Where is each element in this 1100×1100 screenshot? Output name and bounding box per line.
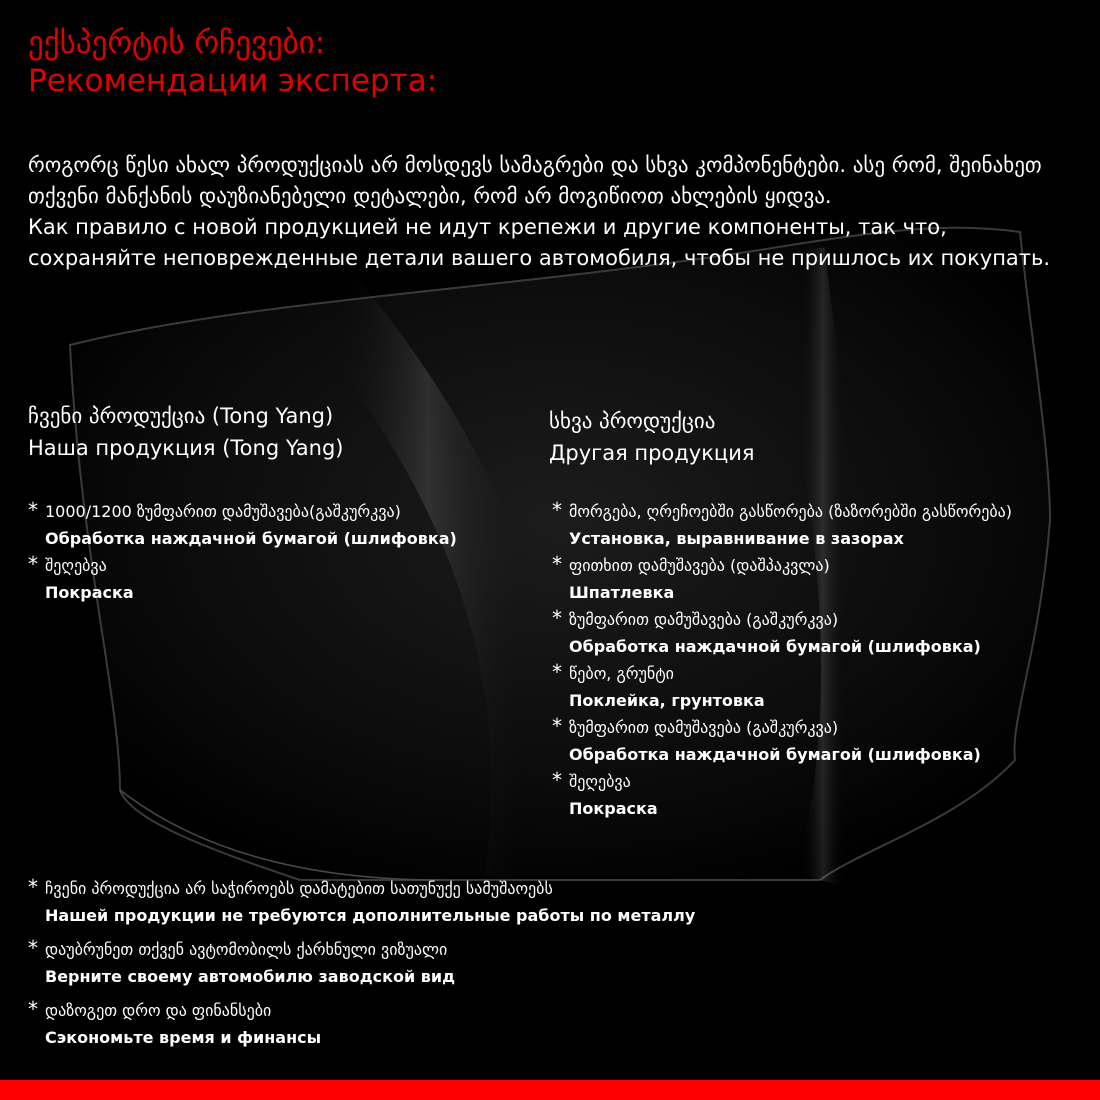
list-item xyxy=(28,997,695,1051)
other-heading-russian: Другая продукция xyxy=(549,441,755,465)
list-item xyxy=(552,498,1012,552)
bullet-star: * xyxy=(552,498,562,522)
benefits-list xyxy=(28,875,695,1058)
item-russian: Обработка наждачной бумагой (шлифовка) xyxy=(45,529,457,548)
red-footer-bar xyxy=(0,1080,1100,1100)
item-russian: Установка, выравнивание в зазорах xyxy=(569,529,904,548)
title-russian: Рекомендации эксперта: xyxy=(28,63,438,99)
other-product-list xyxy=(552,498,1012,822)
other-heading-georgian: სხვა პროდუქცია xyxy=(549,409,716,433)
bullet-star: * xyxy=(552,606,562,630)
bullet-star: * xyxy=(552,552,562,576)
title-georgian: ექსპერტის რჩევები: xyxy=(28,25,326,61)
bullet-star: * xyxy=(28,552,38,576)
item-russian: Поклейка, грунтовка xyxy=(569,691,765,710)
bullet-star: * xyxy=(28,936,38,960)
item-russian: Покраска xyxy=(569,799,658,818)
list-item xyxy=(28,936,695,990)
item-georgian: დაზოგეთ დრო და ფინანსები xyxy=(45,1001,272,1020)
list-item xyxy=(28,552,457,606)
bullet-star: * xyxy=(552,714,562,738)
item-russian: Верните своему автомобилю заводской вид xyxy=(45,967,455,986)
item-russian: Сэкономьте время и финансы xyxy=(45,1028,322,1047)
list-item xyxy=(28,875,695,929)
intro-russian: Как правило с новой продукцией не идут крепежи и другие компоненты, так что, сохраняйте неповрежденные детали вашего автомобиля, чтобы не пришлось их покупать. xyxy=(28,215,1051,270)
item-georgian: ზუმფარით დამუშავება (გაშკურკვა) xyxy=(569,718,839,737)
list-item xyxy=(552,660,1012,714)
item-georgian: მორგება, ღრეჩოებში გასწორება (ზაზორებში გასწორება) xyxy=(569,502,1012,521)
item-russian: Шпатлевка xyxy=(569,583,675,602)
bullet-star: * xyxy=(552,660,562,684)
page-title xyxy=(28,24,437,100)
bullet-star: * xyxy=(28,997,38,1021)
item-georgian: 1000/1200 ზუმფარით დამუშავება(გაშკურკვა) xyxy=(45,502,401,521)
other-product-heading xyxy=(549,405,755,469)
bullet-star: * xyxy=(28,875,38,899)
our-product-list xyxy=(28,498,457,606)
item-georgian: შეღებვა xyxy=(569,772,631,791)
intro-text xyxy=(28,150,1078,274)
list-item xyxy=(552,552,1012,606)
list-item xyxy=(552,714,1012,768)
our-heading-russian: Наша продукция (Tong Yang) xyxy=(28,436,344,460)
item-georgian: წებო, გრუნტი xyxy=(569,664,674,683)
item-georgian: ფითხით დამუშავება (დაშპაკვლა) xyxy=(569,556,830,575)
bullet-star: * xyxy=(552,768,562,792)
bullet-star: * xyxy=(28,498,38,522)
list-item xyxy=(552,768,1012,822)
our-product-heading xyxy=(28,400,343,464)
item-georgian: ზუმფარით დამუშავება (გაშკურკვა) xyxy=(569,610,839,629)
our-heading-georgian: ჩვენი პროდუქცია (Tong Yang) xyxy=(28,404,334,428)
item-russian: Нашей продукции не требуются дополнительные работы по металлу xyxy=(45,906,696,925)
list-item xyxy=(28,498,457,552)
intro-georgian: როგორც წესი ახალ პროდუქციას არ მოსდევს სამაგრები და სხვა კომპონენტები. ასე რომ, შეინახეთ თქვენი მანქანის დაუზიანებელი დეტალები, რომ არ მოგიწიოთ ახლების ყიდვა. xyxy=(28,153,1042,208)
list-item xyxy=(552,606,1012,660)
item-russian: Покраска xyxy=(45,583,134,602)
item-georgian: ჩვენი პროდუქცია არ საჭიროებს დამატებით სათუნუქე სამუშაოებს xyxy=(45,879,553,898)
item-russian: Обработка наждачной бумагой (шлифовка) xyxy=(569,637,981,656)
item-georgian: დაუბრუნეთ თქვენ ავტომობილს ქარხნული ვიზუალი xyxy=(45,940,448,959)
item-russian: Обработка наждачной бумагой (шлифовка) xyxy=(569,745,981,764)
item-georgian: შეღებვა xyxy=(45,556,107,575)
